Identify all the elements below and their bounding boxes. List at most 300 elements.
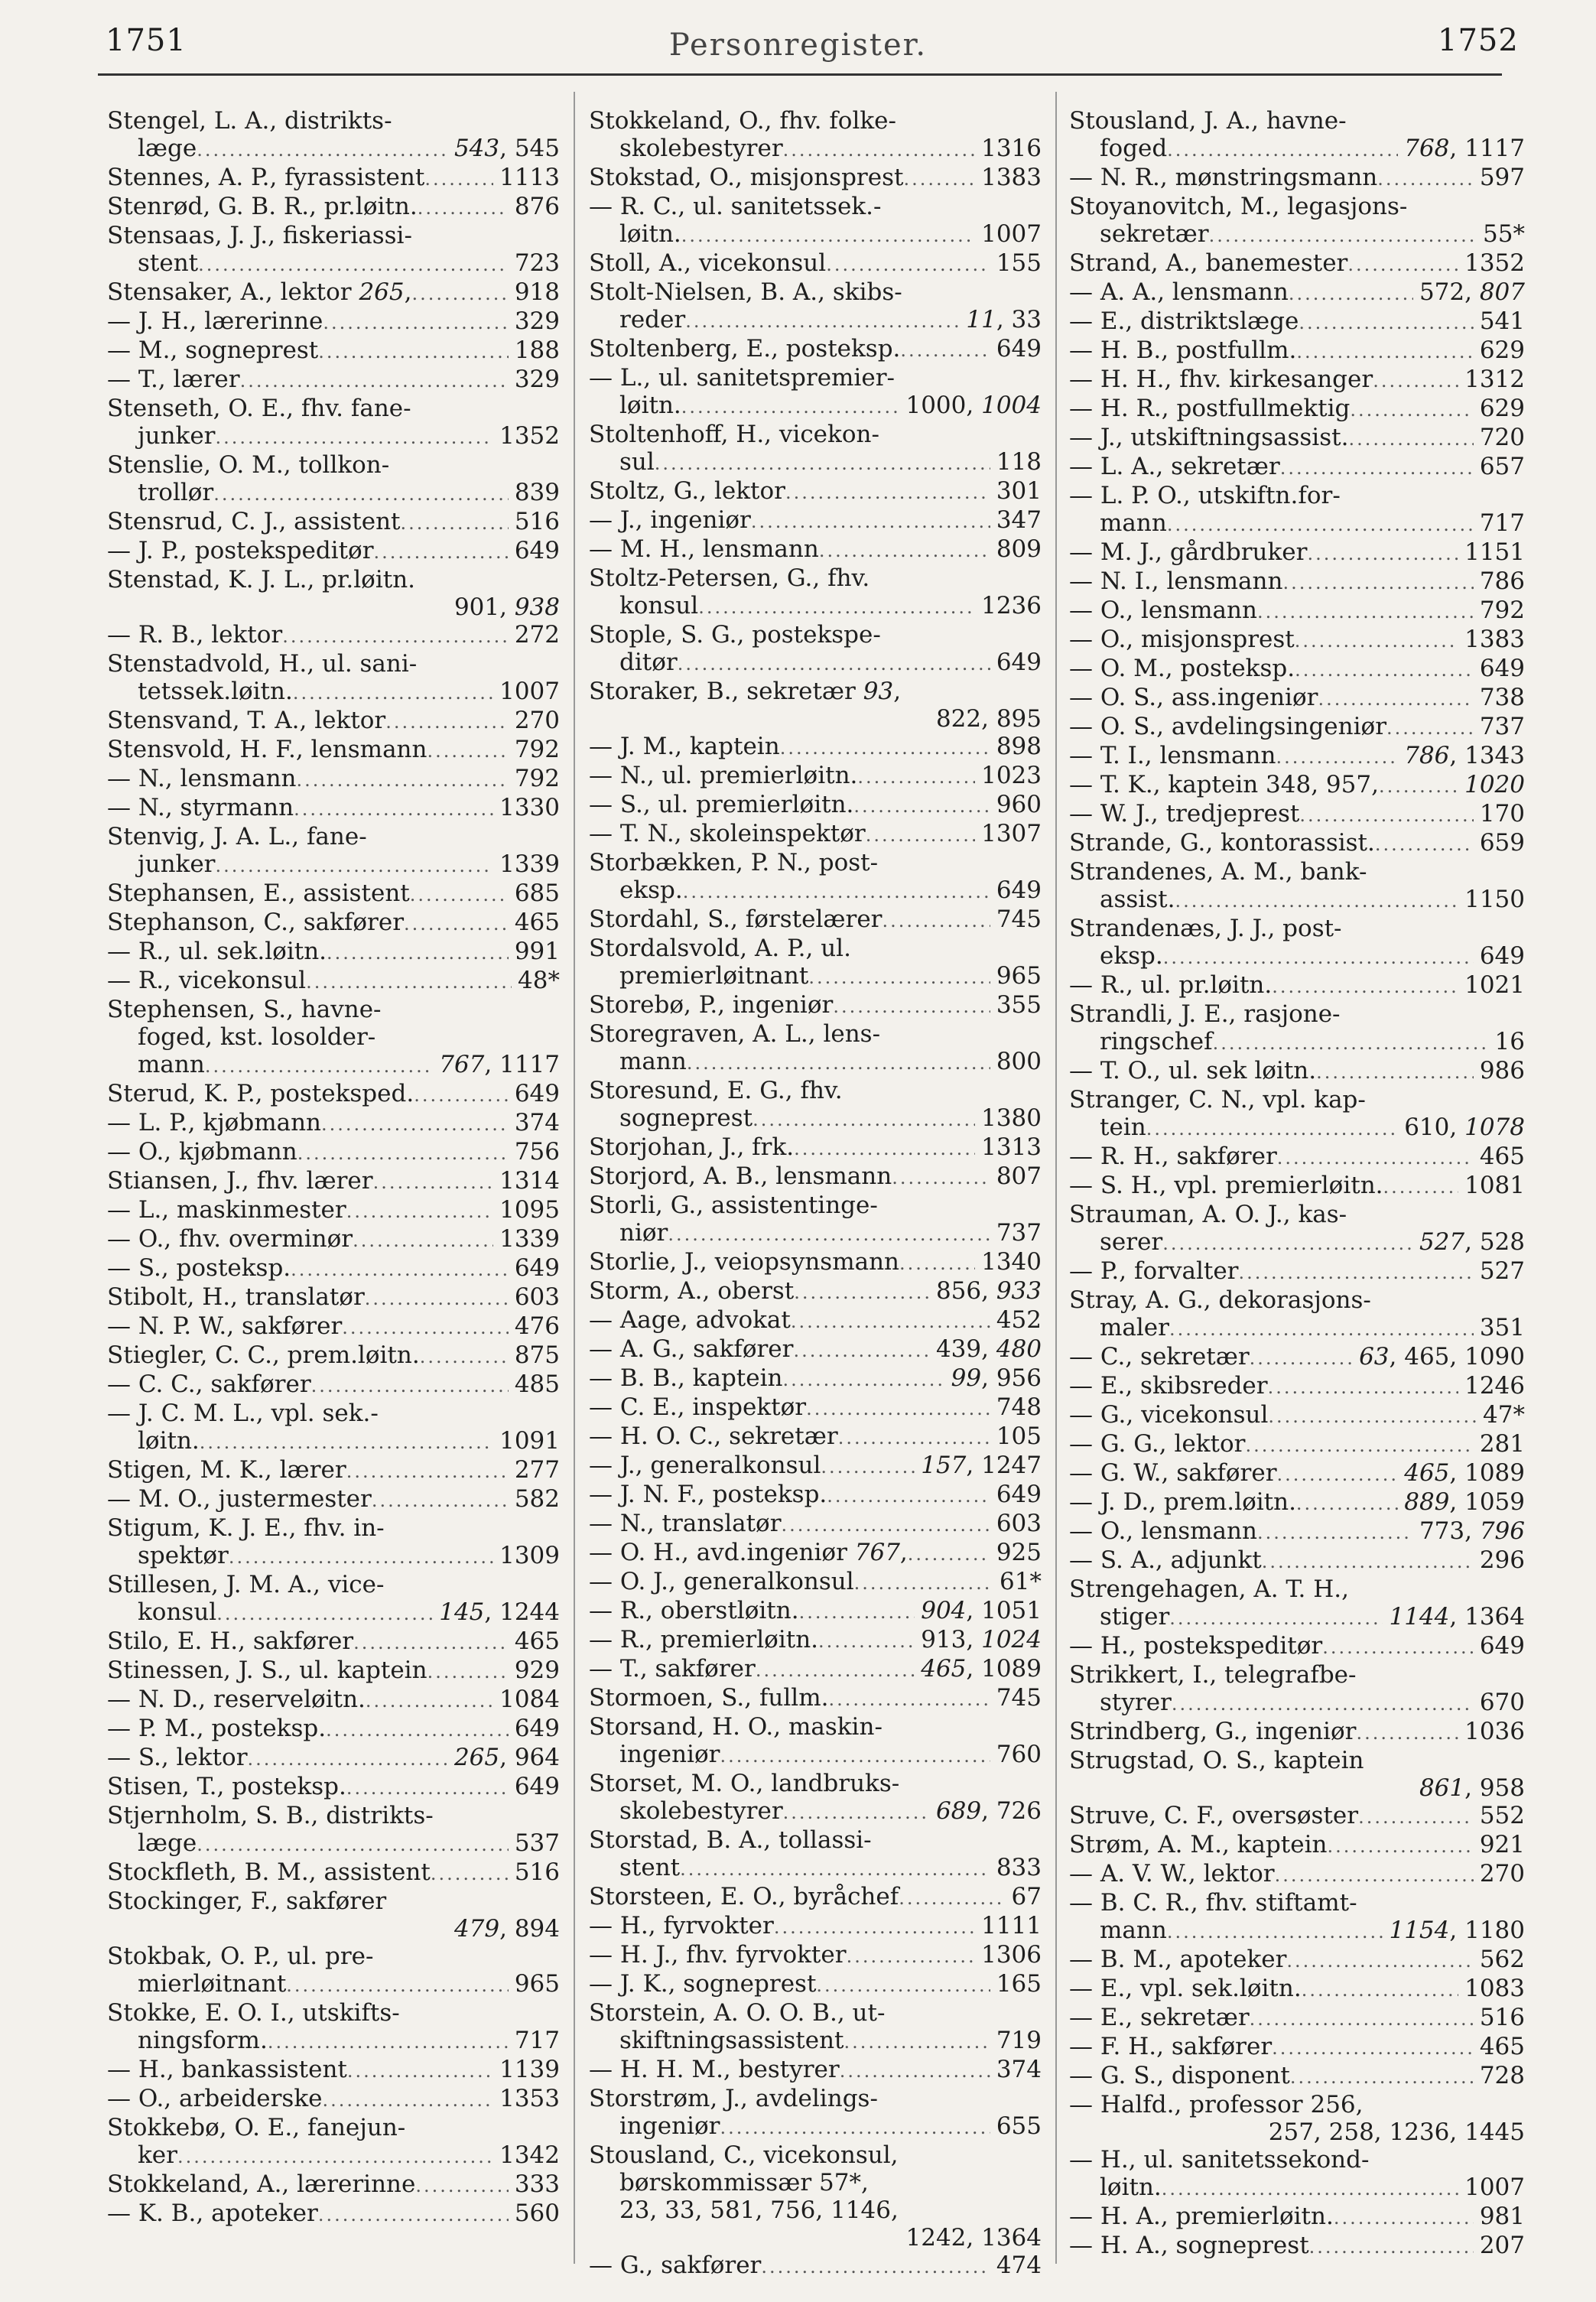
page-reference: 649 — [514, 1773, 560, 1800]
entry-line — [107, 1627, 560, 1657]
index-entry — [107, 537, 560, 566]
index-entry — [107, 707, 560, 736]
entry-text: — W. J., tredjeprest — [1069, 800, 1300, 827]
leader-dots — [847, 1943, 976, 1970]
leader-dots — [1162, 1230, 1413, 1257]
entry-text: — B. M., apoteker — [1069, 1946, 1287, 1973]
entry-text: Stokkeland, A., lærerinne — [107, 2170, 416, 2198]
page-reference: 649 — [514, 1715, 560, 1742]
index-entry — [1069, 1517, 1525, 1546]
entry-text: Strand, A., banemester — [1069, 249, 1348, 277]
leader-dots — [756, 1657, 915, 1684]
leader-dots — [418, 194, 509, 222]
leader-dots — [306, 968, 512, 996]
entry-text: Stillesen, J. M. A., vice- — [107, 1571, 385, 1598]
entry-line — [589, 249, 1042, 278]
entry-text: — M. O., justermester — [107, 1485, 372, 1513]
entry-line — [107, 479, 560, 508]
entry-line — [107, 193, 560, 222]
entry-line — [107, 1109, 560, 1138]
index-entry — [107, 1999, 560, 2056]
entry-line — [1069, 1831, 1525, 1860]
entry-text: Stoltenberg, E., posteksp. — [589, 335, 901, 363]
entry-line — [1069, 829, 1525, 858]
entry-line — [107, 593, 560, 621]
leader-dots — [866, 821, 975, 849]
page-reference: 527 — [1479, 1257, 1525, 1285]
entry-line — [1069, 1343, 1525, 1372]
page-reference: 649 — [996, 876, 1042, 904]
page-reference: 257, 258, 1236, 1445 — [1268, 2118, 1525, 2146]
entry-text: — O. S., avdelingsingeniør — [1069, 713, 1387, 740]
entry-line — [1069, 193, 1525, 220]
index-entry — [107, 1514, 560, 1571]
leader-dots — [808, 964, 990, 991]
entry-line — [589, 1854, 1042, 1883]
entry-line — [1069, 1917, 1525, 1946]
entry-line — [589, 1684, 1042, 1713]
page-reference: 333 — [514, 2170, 560, 2198]
entry-line — [1069, 1747, 1525, 1774]
page-reference: 1312 — [1464, 366, 1525, 393]
leader-dots — [240, 367, 509, 395]
entry-line — [107, 1887, 560, 1915]
entry-line — [589, 1770, 1042, 1797]
index-entry — [1069, 655, 1525, 684]
entry-line — [1069, 1946, 1525, 1975]
leader-dots — [687, 1049, 990, 1077]
entry-line — [1069, 1860, 1525, 1889]
page-reference: 1007 — [981, 220, 1042, 248]
index-entry — [1069, 858, 1525, 915]
index-entry — [1069, 1086, 1525, 1143]
entry-text: Stjernholm, S. B., distrikts- — [107, 1802, 434, 1829]
entry-line — [107, 1598, 560, 1627]
leader-dots — [318, 2201, 509, 2229]
index-entry — [1069, 538, 1525, 567]
entry-text: Stisen, T., posteksp. — [107, 1773, 346, 1800]
entry-text: Strindberg, G., ingeniør — [1069, 1718, 1357, 1745]
entry-text: — B. C. R., fhv. stiftamt- — [1069, 1889, 1357, 1917]
leader-dots — [1257, 1519, 1413, 1546]
entry-line — [589, 621, 1042, 649]
leader-dots — [720, 2114, 990, 2141]
leader-dots — [427, 1658, 509, 1686]
index-entry — [1069, 1831, 1525, 1860]
index-entry — [1069, 1802, 1525, 1831]
entry-line — [1069, 1802, 1525, 1831]
entry-text: skiftningsassistent — [619, 2027, 844, 2054]
entry-line — [589, 1277, 1042, 1306]
entry-line — [107, 823, 560, 850]
entry-text: — H. A., premierløitn. — [1069, 2203, 1334, 2230]
index-entry — [589, 1481, 1042, 1510]
entry-line — [107, 794, 560, 823]
entry-line — [589, 1306, 1042, 1335]
entry-text: — S., posteksp. — [107, 1254, 291, 1282]
entry-line — [107, 164, 560, 193]
leader-dots — [1175, 887, 1458, 915]
entry-text: — N., styrmann — [107, 794, 294, 821]
entry-text: — M. J., gårdbruker — [1069, 538, 1308, 566]
entry-text: — O., lensmann — [1069, 597, 1257, 624]
leader-dots — [1276, 743, 1398, 771]
index-entry — [589, 678, 1042, 733]
index-entry — [1069, 971, 1525, 1000]
page-reference: 717 — [514, 2027, 560, 2054]
page-reference: 904, 1051 — [921, 1597, 1042, 1624]
page-reference: 1144, 1364 — [1389, 1603, 1525, 1631]
index-entry — [107, 395, 560, 451]
index-entry — [107, 1571, 560, 1627]
entry-line — [107, 135, 560, 164]
entry-line — [107, 1225, 560, 1254]
index-entry — [1069, 1860, 1525, 1889]
index-entry — [1069, 713, 1525, 742]
leader-dots — [1316, 1058, 1474, 1086]
entry-text: Stephanson, C., sakfører — [107, 909, 405, 936]
entry-line — [107, 1427, 560, 1456]
entry-line — [589, 1162, 1042, 1192]
page-reference: 474 — [996, 2252, 1042, 2279]
leader-dots — [1167, 136, 1398, 164]
leader-dots — [323, 309, 508, 337]
leader-dots — [327, 939, 509, 967]
entry-line — [1069, 1517, 1525, 1546]
page-reference: 281 — [1479, 1430, 1525, 1458]
entry-text: Stensaker, A., lektor 265, — [107, 278, 412, 306]
leader-dots — [431, 1860, 509, 1887]
leader-dots — [1167, 1918, 1383, 1946]
entry-line — [1069, 626, 1525, 655]
entry-text: — G. S., disponent — [1069, 2062, 1290, 2089]
index-entry — [589, 364, 1042, 421]
entry-text: ingeniør — [619, 1741, 720, 1768]
entry-line — [589, 1393, 1042, 1422]
page-reference: 986 — [1479, 1057, 1525, 1084]
page-reference: 1353 — [499, 2085, 560, 2112]
entry-line — [107, 1400, 560, 1427]
index-entry — [589, 1393, 1042, 1422]
leader-dots — [1386, 714, 1474, 742]
entry-text: — R., premierløitn. — [589, 1626, 819, 1653]
index-entry — [107, 650, 560, 707]
index-entry — [107, 2056, 560, 2085]
leader-dots — [783, 136, 975, 164]
leader-dots — [774, 1913, 975, 1941]
entry-line — [107, 1080, 560, 1109]
entry-text: Stockfleth, B. M., assistent — [107, 1858, 431, 1886]
page-reference: 719 — [996, 2027, 1042, 2054]
page-reference: 1021 — [1464, 971, 1525, 999]
leader-dots — [420, 1343, 509, 1370]
index-entry — [107, 1196, 560, 1225]
leader-dots — [1250, 1344, 1353, 1372]
entry-text: junker — [138, 850, 216, 878]
entry-line — [589, 135, 1042, 164]
entry-text: — S., lektor — [107, 1744, 248, 1771]
entry-text: Strandenæs, J. J., post- — [1069, 915, 1342, 942]
leader-dots — [668, 1221, 990, 1248]
index-entry — [107, 1225, 560, 1254]
entry-text: mierløitnant — [138, 1970, 287, 1998]
entry-text: Stokkebø, O. E., fanejun- — [107, 2114, 406, 2141]
page-reference: 265, 964 — [453, 1744, 560, 1771]
page-reference: 738 — [1479, 684, 1525, 711]
page-reference: 1246 — [1464, 1372, 1525, 1400]
page-reference: 1307 — [981, 820, 1042, 847]
entry-line — [1069, 1575, 1525, 1603]
leader-dots — [366, 1687, 493, 1715]
entry-line — [1069, 942, 1525, 971]
page-reference: 1036 — [1464, 1718, 1525, 1745]
entry-line — [1069, 1632, 1525, 1661]
leader-dots — [683, 878, 990, 906]
entry-text: — O., arbeiderske — [107, 2085, 323, 2112]
page-reference: 861, 958 — [1419, 1774, 1525, 1802]
entry-line — [589, 649, 1042, 678]
entry-line — [1069, 2033, 1525, 2062]
entry-text: Strikkert, I., telegrafbe- — [1069, 1661, 1357, 1689]
leader-dots — [216, 852, 494, 880]
entry-line — [589, 477, 1042, 506]
index-entry — [1069, 2203, 1525, 2232]
leader-dots — [1289, 280, 1413, 307]
index-entry — [1069, 1747, 1525, 1802]
leader-dots — [297, 766, 509, 794]
page-reference: 476 — [514, 1312, 560, 1340]
entry-line — [589, 1883, 1042, 1912]
index-entry — [1069, 915, 1525, 971]
page-reference: 889, 1059 — [1404, 1488, 1525, 1516]
entry-text: — G. W., sakfører — [1069, 1459, 1277, 1487]
entry-line — [589, 1713, 1042, 1741]
entry-text: — Halfd., professor 256, — [1069, 2091, 1364, 2118]
page-reference: 1316 — [981, 135, 1042, 162]
entry-line — [589, 164, 1042, 193]
index-entry — [107, 107, 560, 164]
leader-dots — [1302, 1976, 1458, 2004]
entry-line — [589, 1077, 1042, 1104]
entry-line — [107, 422, 560, 451]
index-entry — [1069, 597, 1525, 626]
entry-text: — J. P., postekspeditør — [107, 537, 374, 564]
entry-text: spektør — [138, 1542, 229, 1569]
entry-line — [107, 678, 560, 707]
entry-line — [1069, 771, 1525, 800]
index-entry — [589, 1770, 1042, 1826]
page-reference: 760 — [996, 1741, 1042, 1768]
entry-line — [107, 938, 560, 967]
entry-line — [1069, 107, 1525, 135]
entry-text: Storstrøm, J., avdelings- — [589, 2085, 878, 2112]
page-reference: 1111 — [981, 1912, 1042, 1939]
entry-line — [107, 1686, 560, 1715]
leader-dots — [346, 1458, 509, 1485]
entry-text: — O., misjonsprest — [1069, 626, 1295, 653]
leader-dots — [908, 1540, 990, 1568]
entry-text: Strandenes, A. M., bank- — [1069, 858, 1367, 886]
page-reference: 1236 — [981, 592, 1042, 619]
index-entry — [1069, 1661, 1525, 1718]
page-reference: 479, 894 — [453, 1915, 560, 1943]
entry-line — [107, 880, 560, 909]
entry-line — [107, 1138, 560, 1167]
leader-dots — [1268, 1403, 1477, 1430]
page-reference: 745 — [996, 906, 1042, 933]
index-entry — [107, 909, 560, 938]
index-entry — [107, 1167, 560, 1196]
page-reference: 560 — [514, 2200, 560, 2227]
entry-line — [107, 1802, 560, 1829]
page-reference: 582 — [514, 1485, 560, 1513]
entry-text: — R. H., sakfører — [1069, 1143, 1277, 1170]
entry-text: Stennes, A. P., fyrassistent — [107, 164, 425, 191]
page-reference: 1007 — [1464, 2174, 1525, 2201]
entry-line — [1069, 713, 1525, 742]
leader-dots — [794, 1279, 930, 1306]
page-reference: 452 — [996, 1306, 1042, 1334]
index-entry — [1069, 1575, 1525, 1632]
leader-dots — [216, 424, 494, 451]
entry-line — [589, 2169, 1042, 2196]
index-entry — [1069, 771, 1525, 800]
leader-dots — [291, 1256, 509, 1283]
entry-line — [1069, 2232, 1525, 2261]
index-entry — [589, 1684, 1042, 1713]
page-reference: 1309 — [499, 1542, 560, 1569]
entry-line — [1069, 1257, 1525, 1286]
index-entry — [589, 193, 1042, 249]
page-reference: 572, 807 — [1419, 278, 1525, 306]
entry-text: sul — [619, 448, 655, 476]
page-reference: 603 — [514, 1283, 560, 1311]
index-entry — [1069, 2004, 1525, 2033]
page-reference: 516 — [514, 1858, 560, 1886]
entry-text: — H. R., postfullmektig — [1069, 395, 1351, 422]
entry-text: Stoll, A., vicekonsul — [589, 249, 827, 277]
index-entry — [1069, 482, 1525, 538]
index-entry — [107, 451, 560, 508]
entry-line — [107, 1456, 560, 1485]
index-entry — [1069, 424, 1525, 453]
entry-text: — G. G., lektor — [1069, 1430, 1246, 1458]
page-reference: 1306 — [981, 1941, 1042, 1969]
page-reference: 876 — [514, 193, 560, 220]
entry-text: Stokstad, O., misjonsprest — [589, 164, 904, 191]
leader-dots — [816, 1972, 990, 1999]
entry-text: — H., bankassistent — [107, 2056, 347, 2083]
entry-line — [589, 1452, 1042, 1481]
entry-line — [589, 421, 1042, 448]
entry-line — [107, 1571, 560, 1598]
page-reference: 1091 — [499, 1427, 560, 1455]
entry-text: — R., ul. sek.løitn. — [107, 938, 327, 965]
entry-text: — J. H., lærerinne — [107, 307, 323, 335]
page-reference: 748 — [996, 1393, 1042, 1421]
page-reference: 720 — [1479, 424, 1525, 451]
leader-dots — [1358, 1803, 1474, 1831]
page-reference: 1314 — [499, 1167, 560, 1195]
page-reference: 717 — [1479, 509, 1525, 537]
page-reference: 1007 — [499, 678, 560, 705]
index-entry — [589, 1277, 1042, 1306]
entry-line — [107, 1023, 560, 1051]
entry-line — [1069, 1000, 1525, 1028]
entry-line — [589, 306, 1042, 335]
column-divider — [1055, 92, 1057, 2264]
entry-line — [1069, 220, 1525, 249]
entry-text: Storset, M. O., landbruks- — [589, 1770, 900, 1797]
page-reference: 737 — [996, 1219, 1042, 1247]
leader-dots — [1373, 367, 1458, 395]
page-reference: 1339 — [499, 1225, 560, 1253]
leader-dots — [793, 1337, 929, 1364]
entry-text: — M., sogneprest — [107, 337, 319, 364]
entry-line — [589, 1741, 1042, 1770]
entry-line — [589, 849, 1042, 876]
leader-dots — [198, 251, 509, 278]
entry-text: Stousland, C., vicekonsul, — [589, 2141, 899, 2169]
leader-dots — [294, 795, 493, 823]
entry-text: sogneprest — [619, 1104, 753, 1132]
leader-dots — [827, 1482, 990, 1510]
entry-line — [1069, 1689, 1525, 1718]
index-entry — [1069, 800, 1525, 829]
entry-text: — N., translatør — [589, 1510, 782, 1537]
index-entry — [589, 1826, 1042, 1883]
entry-line — [589, 906, 1042, 935]
entry-text: stiger — [1100, 1603, 1170, 1631]
entry-line — [107, 765, 560, 794]
index-entry — [1069, 366, 1525, 395]
index-entry — [107, 1283, 560, 1312]
page-reference: 649 — [996, 649, 1042, 676]
index-entry — [1069, 307, 1525, 337]
leader-dots — [1250, 2005, 1474, 2033]
entry-text: Storlie, J., veiopsynsmann — [589, 1248, 900, 1276]
page-reference: 63, 465, 1090 — [1359, 1343, 1525, 1370]
leader-dots — [785, 479, 990, 506]
page-reference: 856, 933 — [935, 1277, 1042, 1305]
page-reference: 913, 1024 — [921, 1626, 1042, 1653]
entry-text: — E., distriktslæge — [1069, 307, 1299, 335]
entry-text: Stolt-Nielsen, B. A., skibs- — [589, 278, 902, 306]
leader-dots — [1162, 2175, 1458, 2203]
entry-line — [589, 1539, 1042, 1568]
page-reference: 737 — [1479, 713, 1525, 740]
entry-line — [589, 876, 1042, 906]
page-reference: 552 — [1479, 1802, 1525, 1829]
page-reference: 1084 — [499, 1686, 560, 1713]
index-entry — [107, 1109, 560, 1138]
page-reference: 55* — [1483, 220, 1525, 248]
entry-text: eksp. — [1100, 942, 1163, 970]
index-entry — [1069, 1459, 1525, 1488]
entry-line — [1069, 1286, 1525, 1314]
entry-line — [1069, 971, 1525, 1000]
page-reference: 105 — [996, 1422, 1042, 1450]
entry-line — [589, 1970, 1042, 1999]
leader-dots — [1350, 396, 1473, 424]
index-entry — [1069, 1257, 1525, 1286]
entry-line — [107, 2114, 560, 2141]
page-reference: 61* — [1000, 1568, 1042, 1595]
entry-line — [589, 820, 1042, 849]
entry-line — [107, 107, 560, 135]
leader-dots — [424, 165, 493, 193]
page-reference: 541 — [1479, 307, 1525, 335]
